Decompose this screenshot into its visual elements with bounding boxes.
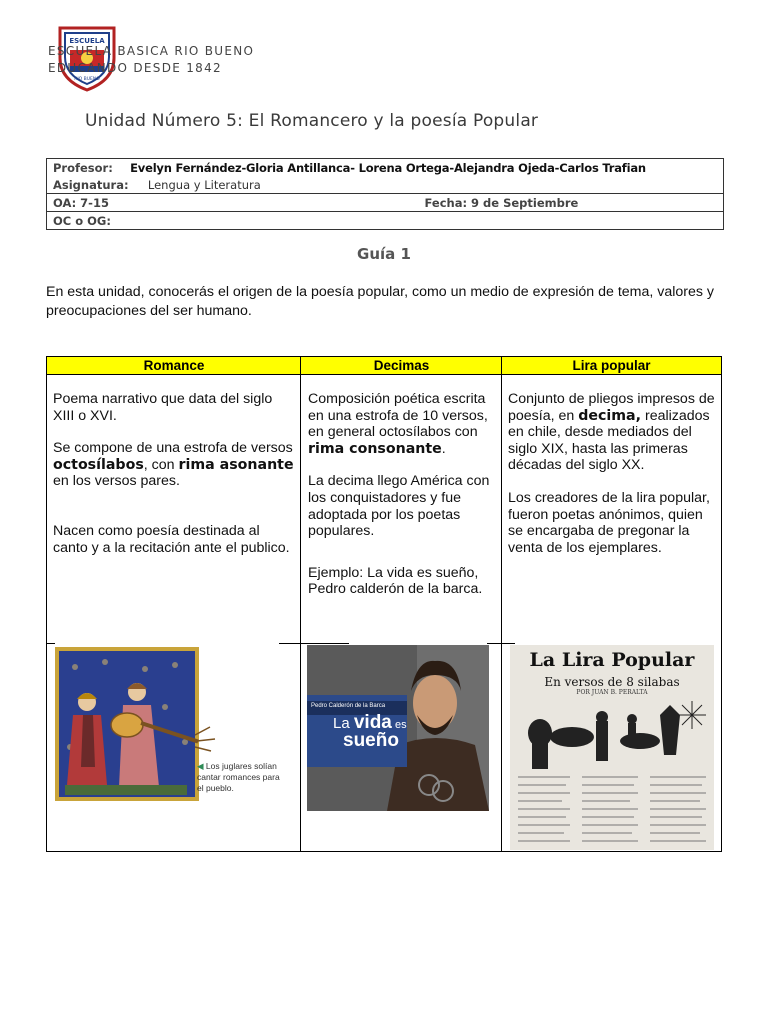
text-run: en los versos pares. xyxy=(53,473,180,490)
oa-label: OA: 7-15 xyxy=(53,195,109,210)
bold-term: rima consonante xyxy=(308,440,442,457)
decimas-example: Ejemplo: La vida es sueño, Pedro calderón de la barca. xyxy=(308,564,483,598)
info-table xyxy=(46,158,724,230)
info-row-oa xyxy=(47,194,724,212)
school-motto: EDUCANDO DESDE 1842 xyxy=(48,61,222,75)
school-name: ESCUELA BASICA RIO BUENO xyxy=(48,44,255,58)
intro-paragraph: En esta unidad, conocerás el origen de la poesía popular, como un medio de expresión de tema, valores y preocupaciones del ser humano. xyxy=(46,284,715,319)
decimas-definition xyxy=(308,391,496,457)
text-run: es xyxy=(391,719,407,731)
info-row-oc xyxy=(47,212,724,230)
profesor-value: Evelyn Fernández-Gloria Antillanca- Lorena Ortega-Alejandra Ojeda-Carlos Trafian xyxy=(130,160,646,175)
column-divider xyxy=(501,357,502,851)
header-lira-popular: Lira popular xyxy=(502,357,721,375)
text-run: . xyxy=(441,440,446,457)
guide-title: Guía 1 xyxy=(357,245,411,263)
oc-label: OC o OG: xyxy=(53,213,111,228)
lira-definition xyxy=(508,391,718,474)
text-run: vida xyxy=(353,712,392,733)
lira-popular-sheet xyxy=(510,645,714,850)
text-run: sueño xyxy=(343,730,399,751)
oa-cell xyxy=(47,194,724,212)
column-divider xyxy=(300,357,301,851)
lira-text xyxy=(508,391,718,572)
romance-origin: Nacen como poesía destinada al canto y a la recitación ante el publico. xyxy=(53,522,290,556)
asignatura-cell xyxy=(47,176,724,194)
logo-text-bottom: RIO BUENO xyxy=(74,77,100,82)
unit-title: Unidad Número 5: El Romancero y la poesía Popular xyxy=(85,111,539,131)
row-divider-tick xyxy=(487,643,515,644)
romance-caption xyxy=(197,761,287,794)
text-run: , con xyxy=(143,456,179,473)
text-run: Se compone de una estrofa de versos xyxy=(53,440,293,457)
text-run: La xyxy=(333,715,354,732)
profesor-cell xyxy=(47,159,724,177)
text-run: Conjunto de pliegos impresos de poesía, en xyxy=(508,391,715,424)
romance-definition: Poema narrativo que data del siglo XIII o XVI. xyxy=(53,391,273,424)
book-series: Pedro Calderón de la Barca xyxy=(311,703,386,709)
asignatura-label: Asignatura: xyxy=(53,177,129,192)
fecha-label: Fecha: 9 de Septiembre xyxy=(424,195,579,210)
caption-text: Los juglares solían cantar romances para el pueblo. xyxy=(197,761,280,793)
content-table xyxy=(46,356,722,852)
info-row-asignatura xyxy=(47,176,724,194)
logo-text-top: ESCUELA xyxy=(69,37,105,45)
header-romance: Romance xyxy=(47,357,301,375)
row-divider-tick xyxy=(47,643,55,644)
asignatura-value: Lengua y Literatura xyxy=(147,177,261,192)
romance-text xyxy=(53,391,295,572)
caption-arrow-icon: ◀ xyxy=(197,761,204,771)
info-row-profesor xyxy=(47,159,724,177)
row-divider-tick xyxy=(279,643,349,644)
lira-sheet-subtitle: En versos de 8 silabas xyxy=(544,675,680,689)
oc-cell xyxy=(47,212,724,230)
book-title xyxy=(333,712,407,751)
romance-structure xyxy=(53,440,295,490)
lira-sheet-title: La Lira Popular xyxy=(529,649,695,671)
profesor-label: Profesor: xyxy=(53,160,113,175)
lira-creators: Los creadores de la lira popular, fueron poetas anónimos, quien se encargaba de pregonar la venta de los ejemplares. xyxy=(508,489,710,556)
decimas-text xyxy=(308,391,496,614)
bold-term: rima asonante xyxy=(178,456,294,473)
bold-term: octosílabos xyxy=(53,456,144,473)
text-run: realizados en chile, desde mediados del siglo XIX, hasta las primeras décadas del siglo XX. xyxy=(508,407,710,474)
lira-sheet-author: POR JUAN B. PERALTA xyxy=(576,689,648,696)
decimas-history: La decima llego América con los conquistadores y fue adoptada por los poetas populares. xyxy=(308,473,490,540)
header-decimas: Decimas xyxy=(301,357,502,375)
text-run: Composición poética escrita en una estrofa de 10 versos, en general octosílabos con xyxy=(308,391,488,441)
book-cover-la-vida-es-sueno xyxy=(307,645,489,811)
bold-term: decima, xyxy=(578,407,642,424)
